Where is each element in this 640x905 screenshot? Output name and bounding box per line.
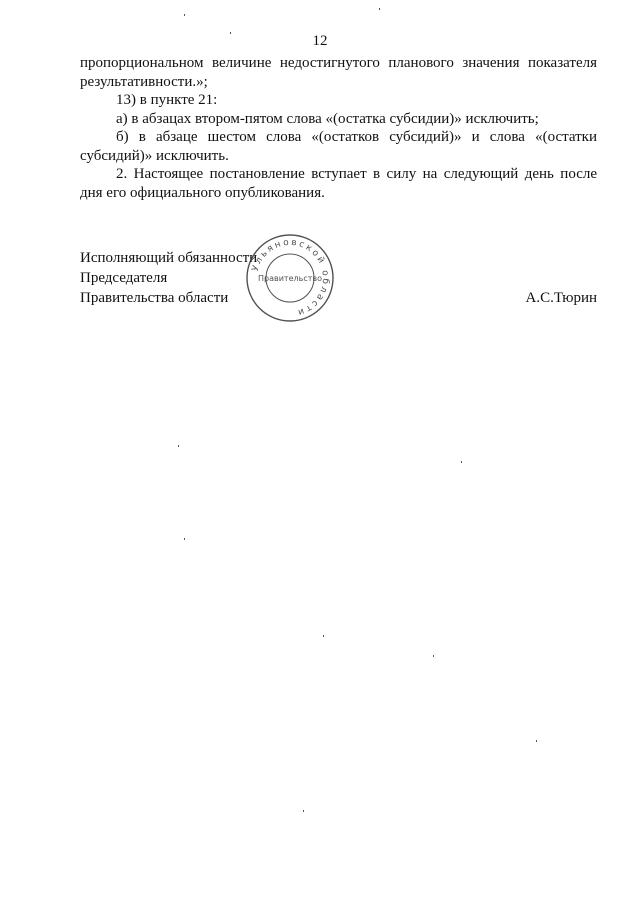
signatory-title bbox=[80, 248, 257, 308]
paragraph-subitem-b: б) в абзаце шестом слова «(остатков субсидий)» и слова «(остатки субсидий)» исключить. bbox=[80, 129, 597, 164]
signature-block bbox=[80, 248, 597, 328]
seal-center-text: Правительство bbox=[258, 274, 322, 283]
signatory-title-line-1: Исполняющий обязанности bbox=[80, 250, 258, 266]
signatory-title-line-2: Председателя bbox=[80, 270, 168, 286]
seal-ring-text: Ульяновской области bbox=[250, 237, 331, 318]
document-body bbox=[80, 54, 597, 202]
signatory-name: А.С.Тюрин bbox=[525, 290, 597, 306]
official-seal bbox=[244, 232, 336, 324]
page-number: 12 bbox=[312, 33, 328, 49]
paragraph-subitem-a: а) в абзацах втором-пятом слова «(остатка субсидии)» исключить; bbox=[116, 110, 539, 127]
paragraph-continuation: пропорциональном величине недостигнутого планового значения показателя результативности.»; bbox=[80, 55, 597, 90]
paragraph-item-2: 2. Настоящее постановление вступает в силу на следующий день после дня его официального опубликования. bbox=[80, 166, 597, 201]
paragraph-item-13: 13) в пункте 21: bbox=[116, 92, 218, 108]
signatory-title-line-3: Правительства области bbox=[80, 290, 229, 306]
